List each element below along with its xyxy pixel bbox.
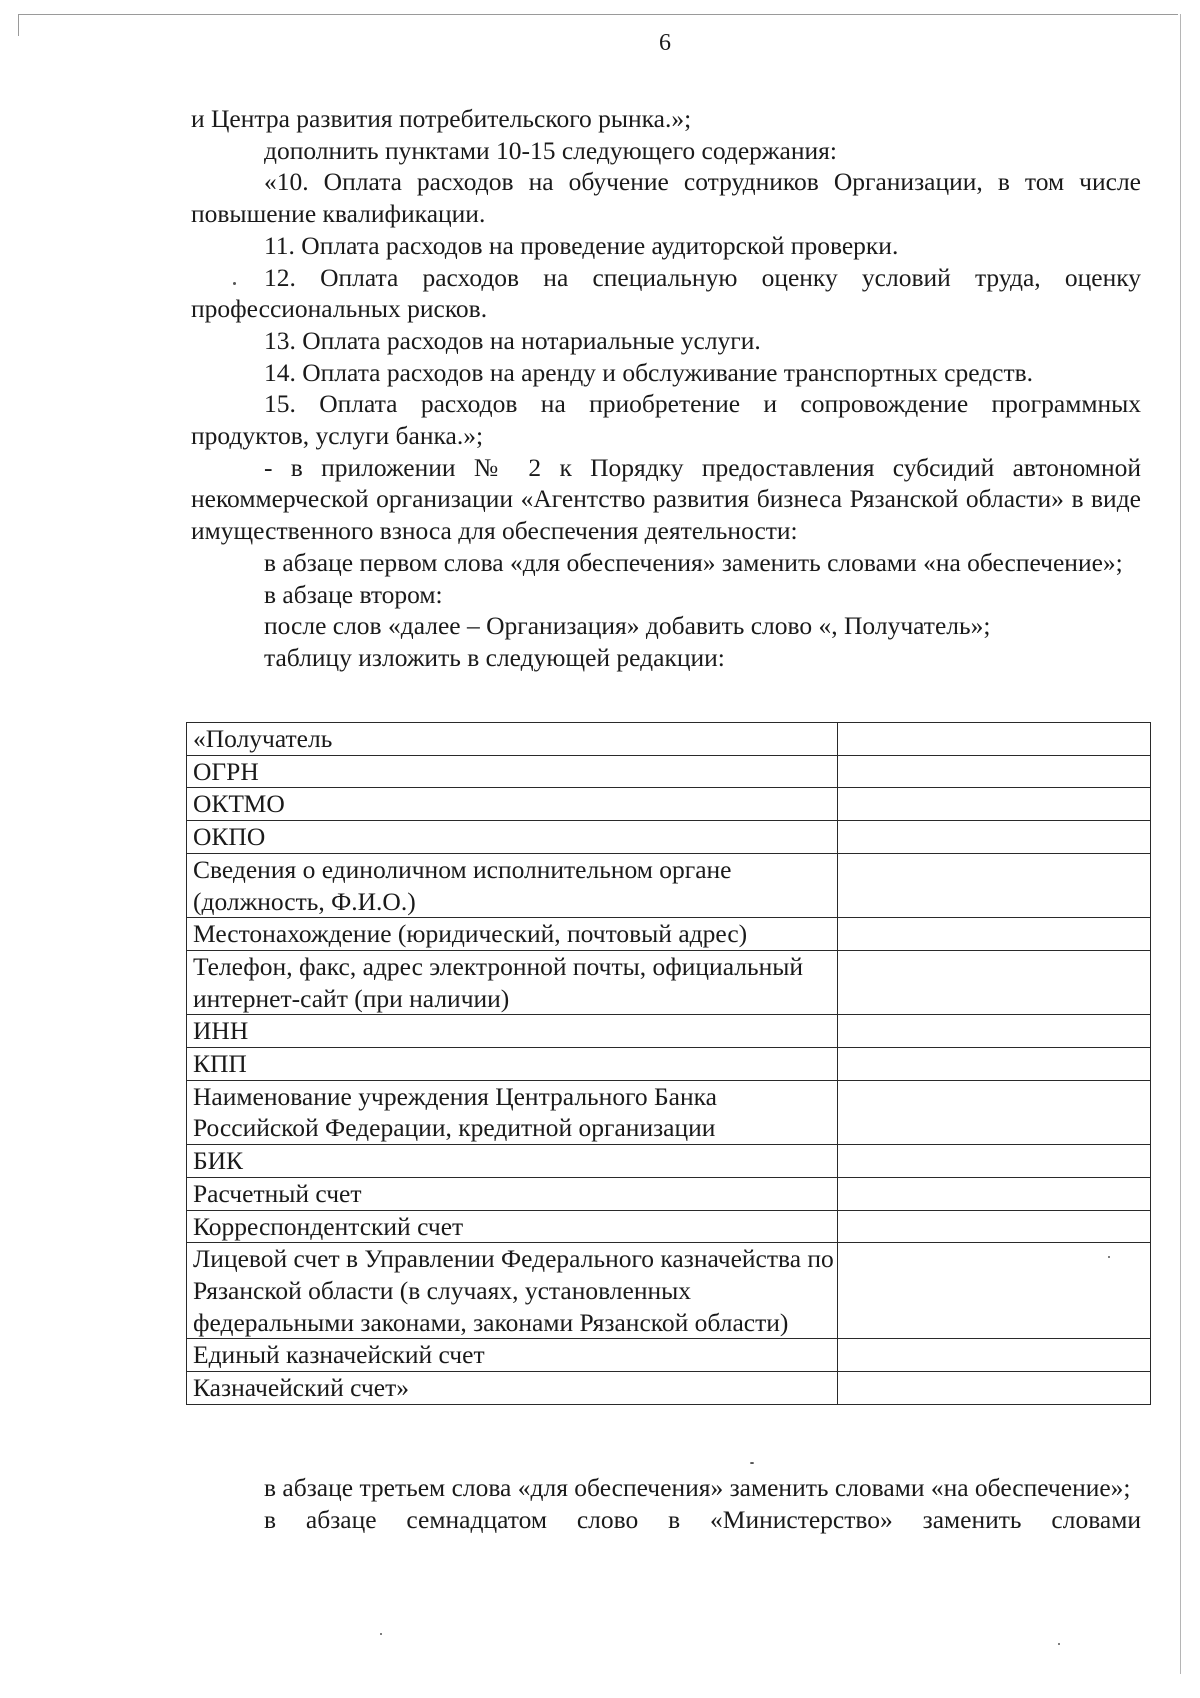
table-cell-label: Телефон, факс, адрес электронной почты, официальный интернет-сайт (при наличии) bbox=[187, 950, 838, 1014]
table-cell-label: Расчетный счет bbox=[187, 1177, 838, 1210]
paragraph: после слов «далее – Организация» добавить слово «, Получатель»; bbox=[264, 611, 991, 641]
body-text bbox=[191, 103, 1141, 674]
table-cell-label: ОКТМО bbox=[187, 788, 838, 821]
table-row bbox=[187, 1145, 1151, 1178]
table-cell-value bbox=[838, 1048, 1151, 1081]
table-row bbox=[187, 755, 1151, 788]
table-cell-value bbox=[838, 1015, 1151, 1048]
paragraph: в абзаце первом слова «для обеспечения» заменить словами «на обеспечение»; bbox=[264, 547, 1123, 577]
table-cell-value bbox=[838, 918, 1151, 951]
table-cell-label: Корреспондентский счет bbox=[187, 1210, 838, 1243]
table-row bbox=[187, 788, 1151, 821]
recipient-details-table bbox=[186, 722, 1151, 1405]
paragraph: в абзаце третьем слова «для обеспечения» заменить словами «на обеспечение»; bbox=[264, 1473, 1131, 1502]
table-cell-value bbox=[838, 1210, 1151, 1243]
paragraph: 12. Оплата расходов на специальную оценку условий труда, оценку профессиональных рисков. bbox=[191, 262, 1141, 324]
table-cell-value bbox=[838, 1243, 1151, 1339]
table-cell-label: КПП bbox=[187, 1048, 838, 1081]
table-cell-value bbox=[838, 723, 1151, 756]
table-row bbox=[187, 1080, 1151, 1144]
table-cell-label: ОГРН bbox=[187, 755, 838, 788]
table-row bbox=[187, 1372, 1151, 1405]
table-cell-value bbox=[838, 1080, 1151, 1144]
table-cell-label: ОКПО bbox=[187, 821, 838, 854]
paragraph: и Центра развития потребительского рынка.»; bbox=[191, 104, 692, 133]
after-table-text bbox=[191, 1472, 1141, 1535]
table-row bbox=[187, 1243, 1151, 1339]
paragraph: дополнить пунктами 10-15 следующего содержания: bbox=[264, 135, 837, 165]
paragraph: 15. Оплата расходов на приобретение и сопровождение программных продуктов, услуги банка.»; bbox=[191, 389, 1141, 451]
table-cell-label: Местонахождение (юридический, почтовый адрес) bbox=[187, 918, 838, 951]
table-row bbox=[187, 918, 1151, 951]
table-row bbox=[187, 821, 1151, 854]
table-row bbox=[187, 723, 1151, 756]
table-cell-label: Единый казначейский счет bbox=[187, 1339, 838, 1372]
scan-speck bbox=[380, 1633, 382, 1635]
table-cell-label: Наименование учреждения Центрального Банка Российской Федерации, кредитной организации bbox=[187, 1080, 838, 1144]
scan-edge-top bbox=[18, 14, 1178, 15]
paragraph: 11. Оплата расходов на проведение аудиторской проверки. bbox=[264, 230, 899, 260]
table-row bbox=[187, 1210, 1151, 1243]
table-row bbox=[187, 1339, 1151, 1372]
paragraph: 13. Оплата расходов на нотариальные услуги. bbox=[264, 325, 761, 355]
paragraph: «10. Оплата расходов на обучение сотрудников Организации, в том числе повышение квалификации. bbox=[191, 167, 1141, 229]
table-cell-value bbox=[838, 755, 1151, 788]
paragraph: в абзаце втором: bbox=[264, 579, 443, 609]
table-cell-label: ИНН bbox=[187, 1015, 838, 1048]
table-cell-value bbox=[838, 1339, 1151, 1372]
table-cell-value bbox=[838, 788, 1151, 821]
table-cell-label: БИК bbox=[187, 1145, 838, 1178]
scan-speck bbox=[233, 282, 236, 285]
table-row bbox=[187, 1015, 1151, 1048]
paragraph: - в приложении № 2 к Порядку предоставления субсидий автономной некоммерческой организации «Агентство развития бизнеса Рязанской области» в виде имущественного взноса для обеспечения деятельности: bbox=[191, 452, 1141, 546]
table-cell-label: Сведения о единоличном исполнительном органе (должность, Ф.И.О.) bbox=[187, 853, 838, 917]
paragraph: таблицу изложить в следующей редакции: bbox=[264, 642, 725, 672]
table-cell-value bbox=[838, 1145, 1151, 1178]
table-cell-value bbox=[838, 1177, 1151, 1210]
table-cell-value bbox=[838, 853, 1151, 917]
table-cell-value bbox=[838, 821, 1151, 854]
paragraph: 14. Оплата расходов на аренду и обслуживание транспортных средств. bbox=[264, 357, 1034, 387]
scan-speck bbox=[750, 1462, 754, 1464]
table-row bbox=[187, 1048, 1151, 1081]
table-row bbox=[187, 950, 1151, 1014]
table-row bbox=[187, 1177, 1151, 1210]
table-cell-value bbox=[838, 1372, 1151, 1405]
table-row bbox=[187, 853, 1151, 917]
scan-speck bbox=[1108, 1256, 1110, 1258]
scan-speck bbox=[1058, 1643, 1060, 1645]
table-cell-value bbox=[838, 950, 1151, 1014]
table-cell-label: Казначейский счет» bbox=[187, 1372, 838, 1405]
scan-edge-right bbox=[1180, 14, 1181, 1674]
page-number: 6 bbox=[659, 30, 671, 56]
table-cell-label: Лицевой счет в Управлении Федерального казначейства по Рязанской области (в случаях, установленных федеральными законами, законами Рязанской области) bbox=[187, 1243, 838, 1339]
table-cell-label: «Получатель bbox=[187, 723, 838, 756]
paragraph: в абзаце семнадцатом слово в «Министерство» заменить словами bbox=[264, 1504, 1141, 1534]
